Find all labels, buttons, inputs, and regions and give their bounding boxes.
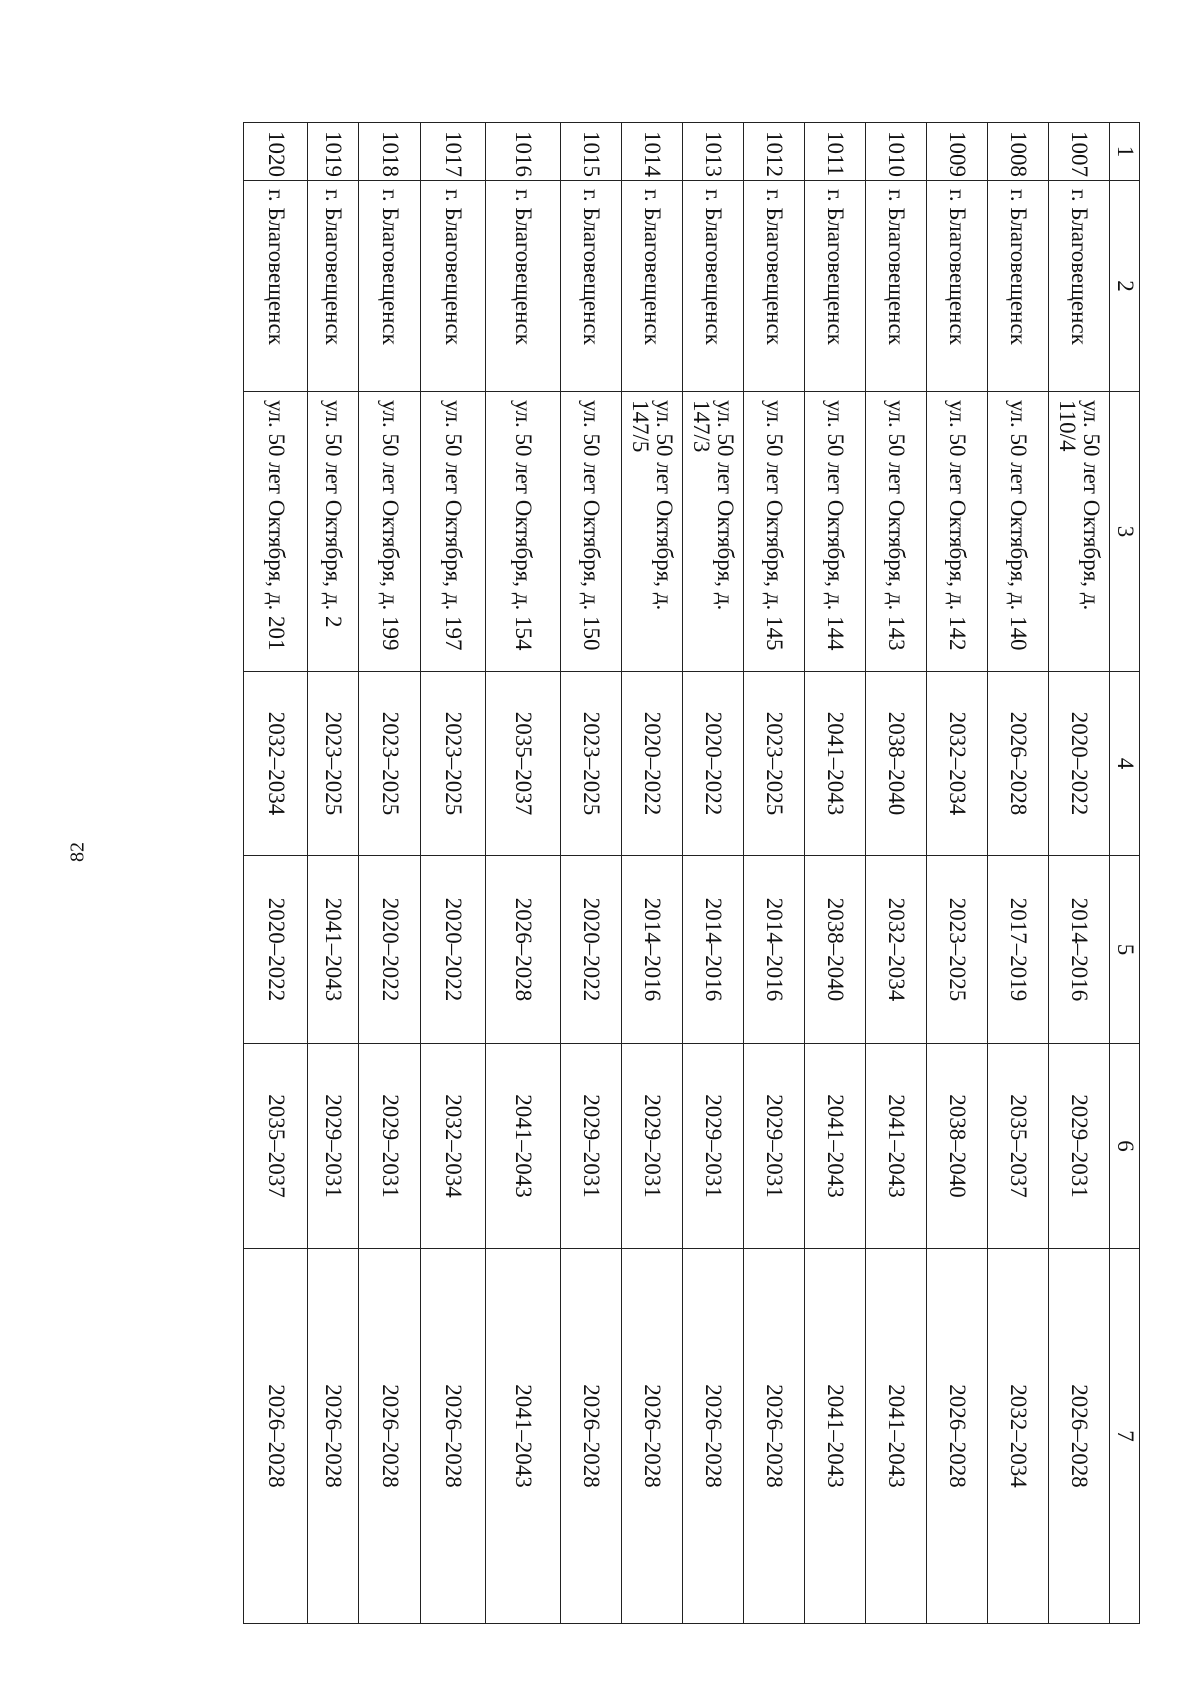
period-col6-cell: 2032–2034 (421, 1044, 486, 1249)
column-header: 4 (1110, 672, 1140, 856)
city-cell: г. Благовещенск (421, 181, 486, 392)
column-header: 7 (1110, 1249, 1140, 1624)
period-col4-cell: 2020–2022 (622, 672, 683, 856)
period-col7-cell: 2041–2043 (866, 1249, 927, 1624)
period-col7-cell: 2026–2028 (561, 1249, 622, 1624)
period-col6-cell: 2038–2040 (927, 1044, 988, 1249)
address-cell: ул. 50 лет Октября, д. 154 (486, 392, 561, 672)
period-col5-cell: 2020–2022 (421, 856, 486, 1044)
table-row (744, 123, 805, 1624)
city-cell: г. Благовещенск (805, 181, 866, 392)
row-number: 1015 (561, 123, 622, 181)
period-col4-cell: 2023–2025 (744, 672, 805, 856)
address-cell: ул. 50 лет Октября, д. 144 (805, 392, 866, 672)
period-col7-cell: 2026–2028 (744, 1249, 805, 1624)
table-row (308, 123, 359, 1624)
period-col5-cell: 2014–2016 (683, 856, 744, 1044)
period-col4-cell: 2023–2025 (421, 672, 486, 856)
period-col5-cell: 2041–2043 (308, 856, 359, 1044)
row-number: 1013 (683, 123, 744, 181)
column-header: 1 (1110, 123, 1140, 181)
table-row (988, 123, 1049, 1624)
row-number: 1010 (866, 123, 927, 181)
page-number: 82 (66, 842, 89, 862)
address-cell: ул. 50 лет Октября, д. 197 (421, 392, 486, 672)
period-col5-cell: 2017–2019 (988, 856, 1049, 1044)
row-number: 1014 (622, 123, 683, 181)
address-cell: ул. 50 лет Октября, д. 110/4 (1049, 392, 1110, 672)
period-col7-cell: 2026–2028 (622, 1249, 683, 1624)
period-col6-cell: 2035–2037 (988, 1044, 1049, 1249)
address-cell: ул. 50 лет Октября, д. 145 (744, 392, 805, 672)
table-row (683, 123, 744, 1624)
period-col4-cell: 2032–2034 (927, 672, 988, 856)
period-col5-cell: 2032–2034 (866, 856, 927, 1044)
period-col7-cell: 2041–2043 (805, 1249, 866, 1624)
period-col5-cell: 2020–2022 (561, 856, 622, 1044)
period-col4-cell: 2023–2025 (561, 672, 622, 856)
column-header: 2 (1110, 181, 1140, 392)
table-row (359, 123, 421, 1624)
column-header: 5 (1110, 856, 1140, 1044)
row-number: 1019 (308, 123, 359, 181)
city-cell: г. Благовещенск (486, 181, 561, 392)
city-cell: г. Благовещенск (866, 181, 927, 392)
address-cell: ул. 50 лет Октября, д. 2 (308, 392, 359, 672)
city-cell: г. Благовещенск (622, 181, 683, 392)
period-col4-cell: 2020–2022 (1049, 672, 1110, 856)
period-col6-cell: 2029–2031 (308, 1044, 359, 1249)
period-col5-cell: 2026–2028 (486, 856, 561, 1044)
period-col5-cell: 2038–2040 (805, 856, 866, 1044)
period-col4-cell: 2041–2043 (805, 672, 866, 856)
address-cell: ул. 50 лет Октября, д. 140 (988, 392, 1049, 672)
row-number: 1008 (988, 123, 1049, 181)
period-col6-cell: 2041–2043 (866, 1044, 927, 1249)
period-col5-cell: 2023–2025 (927, 856, 988, 1044)
schedule-table (243, 122, 1140, 1624)
table-row (622, 123, 683, 1624)
period-col7-cell: 2032–2034 (988, 1249, 1049, 1624)
table-row (805, 123, 866, 1624)
city-cell: г. Благовещенск (308, 181, 359, 392)
period-col7-cell: 2026–2028 (927, 1249, 988, 1624)
period-col4-cell: 2032–2034 (244, 672, 308, 856)
period-col4-cell: 2035–2037 (486, 672, 561, 856)
row-number: 1020 (244, 123, 308, 181)
city-cell: г. Благовещенск (927, 181, 988, 392)
city-cell: г. Благовещенск (244, 181, 308, 392)
period-col6-cell: 2041–2043 (805, 1044, 866, 1249)
period-col7-cell: 2041–2043 (486, 1249, 561, 1624)
period-col6-cell: 2029–2031 (622, 1044, 683, 1249)
city-cell: г. Благовещенск (1049, 181, 1110, 392)
period-col7-cell: 2026–2028 (421, 1249, 486, 1624)
row-number: 1007 (1049, 123, 1110, 181)
period-col5-cell: 2014–2016 (1049, 856, 1110, 1044)
period-col7-cell: 2026–2028 (244, 1249, 308, 1624)
address-cell: ул. 50 лет Октября, д. 150 (561, 392, 622, 672)
city-cell: г. Благовещенск (359, 181, 421, 392)
period-col6-cell: 2029–2031 (1049, 1044, 1110, 1249)
table-row (486, 123, 561, 1624)
period-col6-cell: 2035–2037 (244, 1044, 308, 1249)
address-cell: ул. 50 лет Октября, д. 199 (359, 392, 421, 672)
period-col6-cell: 2029–2031 (561, 1044, 622, 1249)
table-row (244, 123, 308, 1624)
period-col7-cell: 2026–2028 (1049, 1249, 1110, 1624)
period-col5-cell: 2020–2022 (359, 856, 421, 1044)
row-number: 1011 (805, 123, 866, 181)
city-cell: г. Благовещенск (744, 181, 805, 392)
period-col4-cell: 2023–2025 (359, 672, 421, 856)
address-cell: ул. 50 лет Октября, д. 147/5 (622, 392, 683, 672)
period-col4-cell: 2020–2022 (683, 672, 744, 856)
period-col4-cell: 2023–2025 (308, 672, 359, 856)
period-col5-cell: 2020–2022 (244, 856, 308, 1044)
address-cell: ул. 50 лет Октября, д. 147/3 (683, 392, 744, 672)
table-row (561, 123, 622, 1624)
period-col6-cell: 2041–2043 (486, 1044, 561, 1249)
header-row (1110, 123, 1140, 1624)
column-header: 6 (1110, 1044, 1140, 1249)
table-body (244, 123, 1110, 1624)
row-number: 1016 (486, 123, 561, 181)
row-number: 1009 (927, 123, 988, 181)
period-col4-cell: 2026–2028 (988, 672, 1049, 856)
period-col6-cell: 2029–2031 (359, 1044, 421, 1249)
table-row (421, 123, 486, 1624)
period-col5-cell: 2014–2016 (744, 856, 805, 1044)
address-cell: ул. 50 лет Октября, д. 142 (927, 392, 988, 672)
row-number: 1018 (359, 123, 421, 181)
address-cell: ул. 50 лет Октября, д. 201 (244, 392, 308, 672)
row-number: 1012 (744, 123, 805, 181)
period-col4-cell: 2038–2040 (866, 672, 927, 856)
city-cell: г. Благовещенск (988, 181, 1049, 392)
period-col5-cell: 2014–2016 (622, 856, 683, 1044)
period-col6-cell: 2029–2031 (683, 1044, 744, 1249)
period-col7-cell: 2026–2028 (359, 1249, 421, 1624)
period-col7-cell: 2026–2028 (308, 1249, 359, 1624)
table-row (866, 123, 927, 1624)
column-header: 3 (1110, 392, 1140, 672)
address-cell: ул. 50 лет Октября, д. 143 (866, 392, 927, 672)
period-col6-cell: 2029–2031 (744, 1044, 805, 1249)
period-col7-cell: 2026–2028 (683, 1249, 744, 1624)
table-row (1049, 123, 1110, 1624)
city-cell: г. Благовещенск (561, 181, 622, 392)
rotated-table-container (180, 122, 1140, 1623)
city-cell: г. Благовещенск (683, 181, 744, 392)
row-number: 1017 (421, 123, 486, 181)
table-row (927, 123, 988, 1624)
